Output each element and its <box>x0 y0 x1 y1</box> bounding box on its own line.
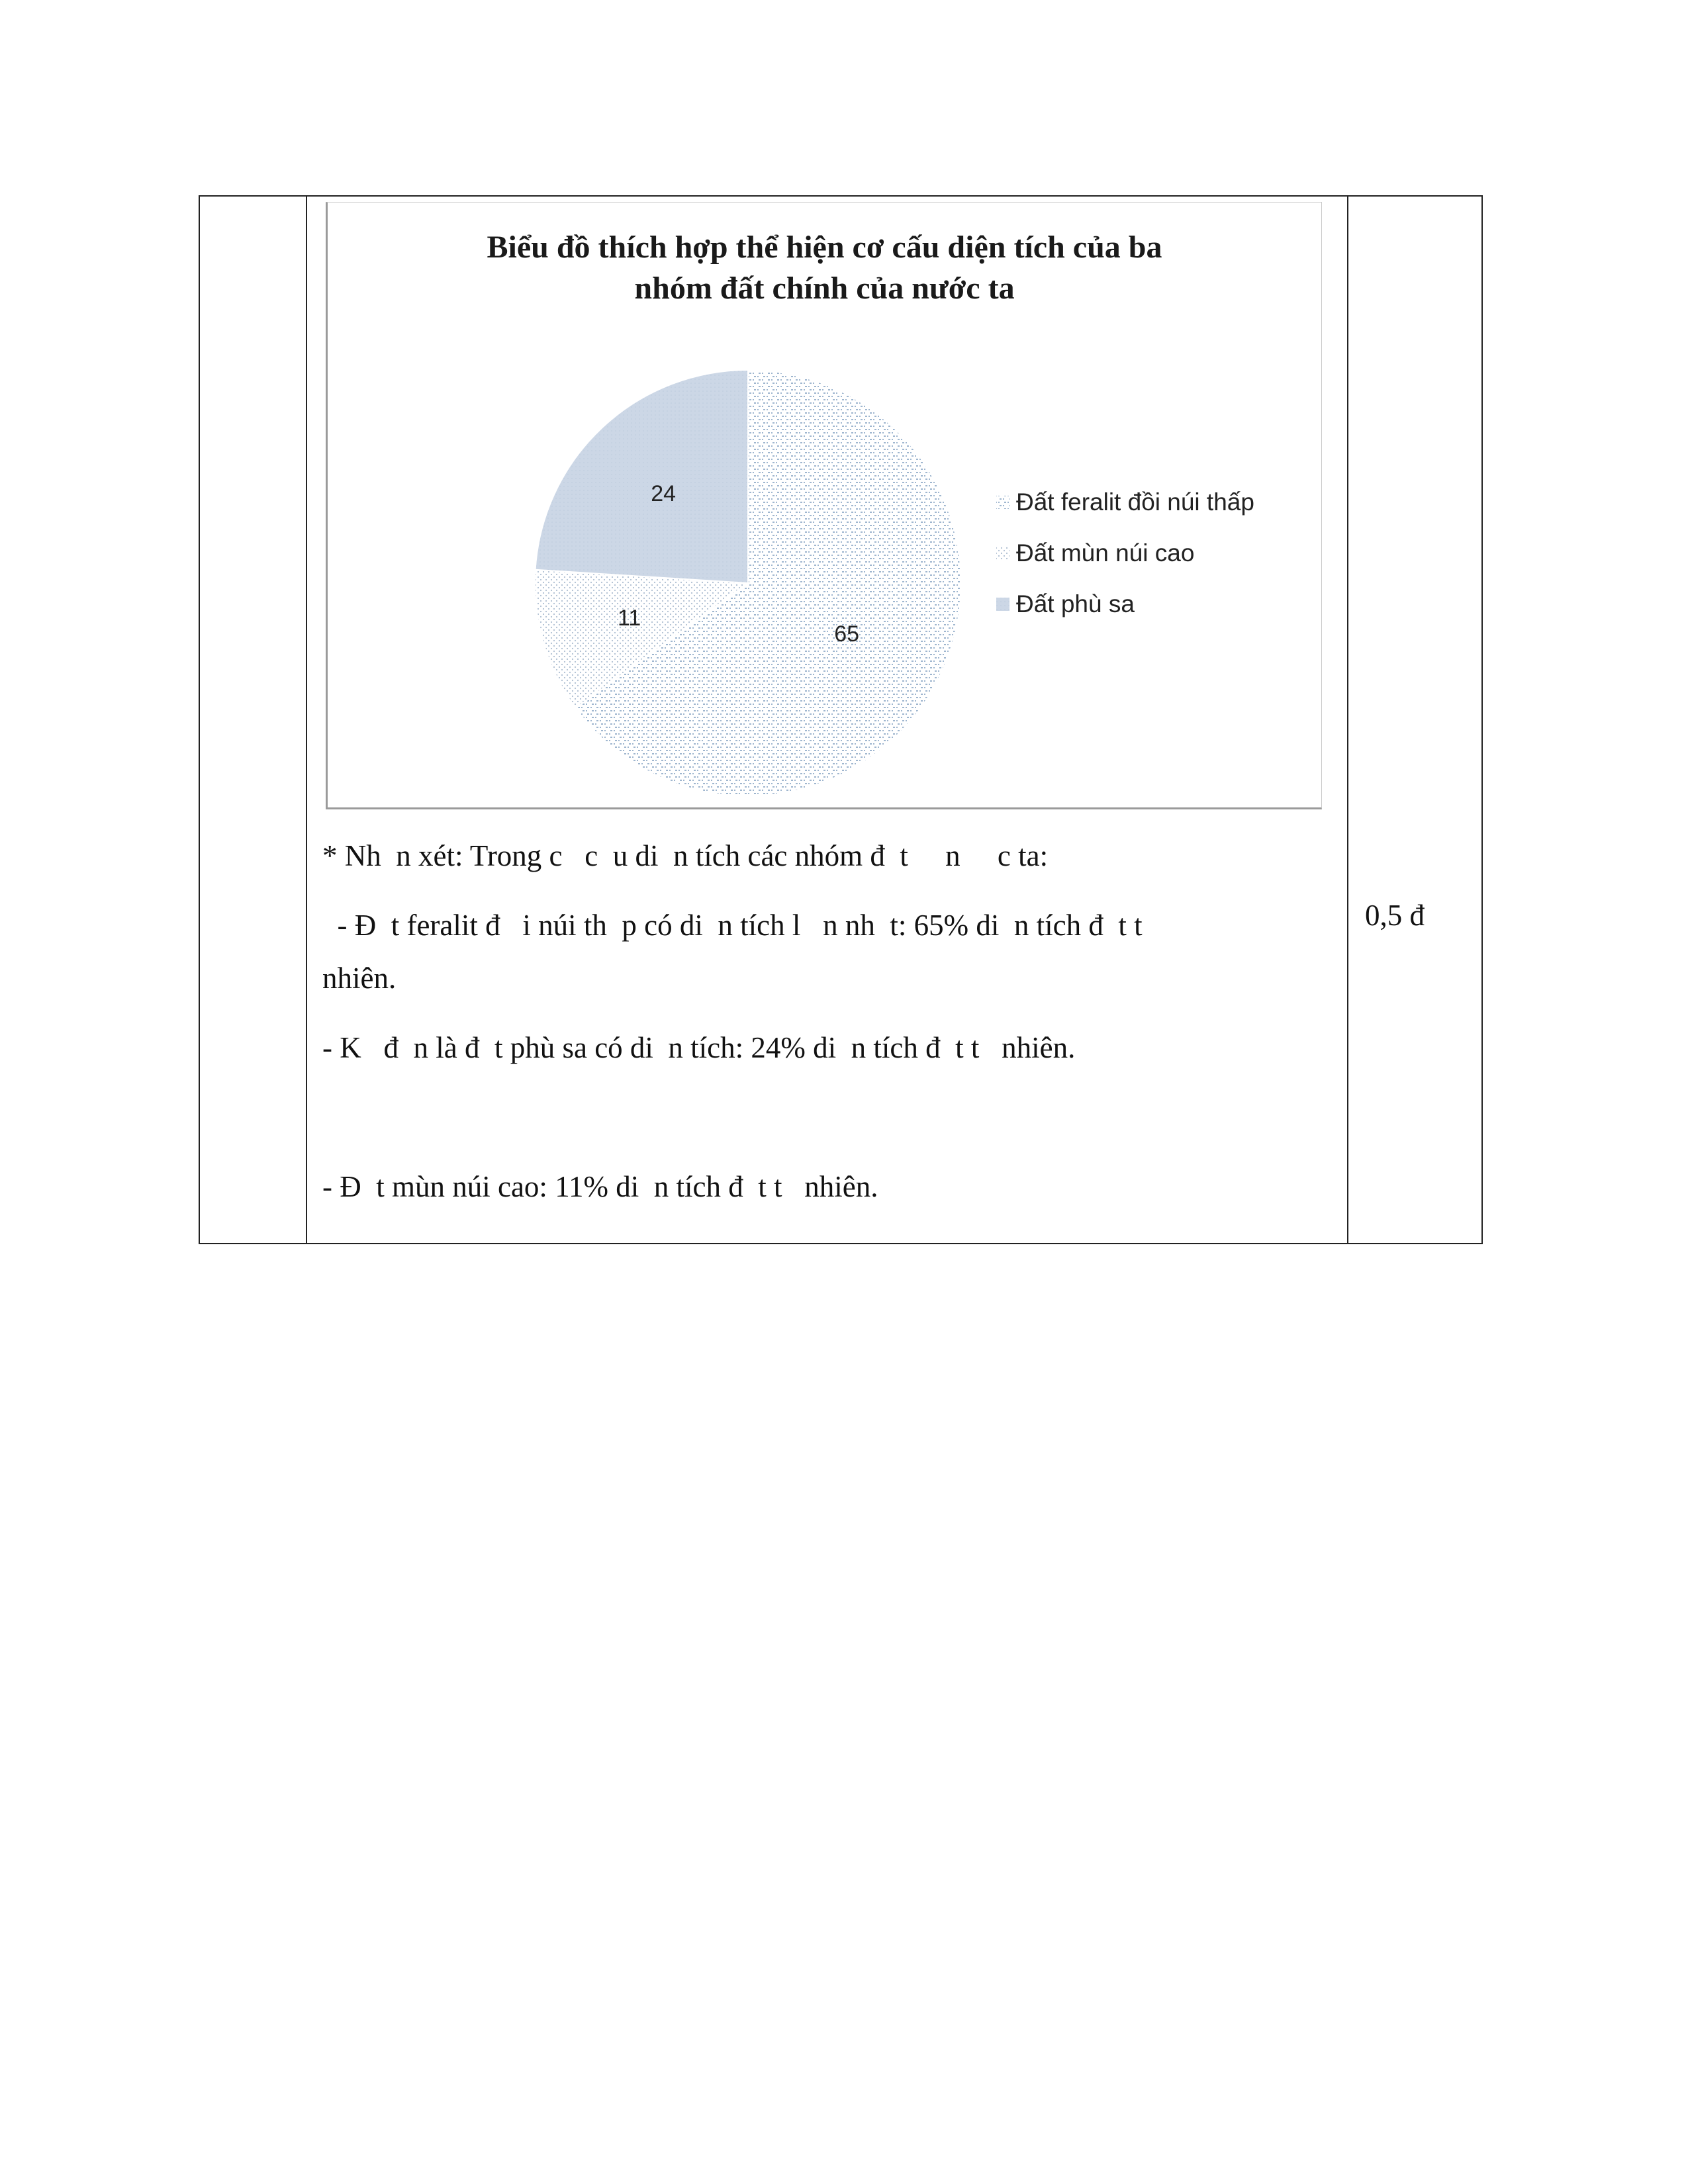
column-divider <box>1347 197 1348 1243</box>
column-divider <box>306 197 307 1243</box>
comment-mun: - Đ t mùn núi cao: 11% di n tích đ t t nhiên. <box>322 1170 878 1203</box>
pie-slice-phusa <box>536 370 748 583</box>
pie-slices <box>535 370 961 796</box>
answer-table <box>199 195 1483 1244</box>
comment-phusa: - K đ n là đ t phù sa có di n tích: 24% di n tích đ t t nhiên. <box>322 1031 1076 1064</box>
pie-slice-label: 65 <box>834 621 860 647</box>
chart-legend <box>996 488 1254 617</box>
legend-label: Đất feralit đồi núi thấp <box>1016 488 1254 516</box>
pie-slice-label: 24 <box>651 480 677 506</box>
chart-title-line-2: nhóm đất chính của nước ta <box>634 271 1015 306</box>
legend-swatch-phusa <box>996 598 1009 611</box>
legend-label: Đất phù sa <box>1016 590 1135 617</box>
legend-swatch-feralit <box>996 496 1009 509</box>
legend-swatch-mun <box>996 547 1009 560</box>
comment-feralit-cont: nhiên. <box>322 962 397 995</box>
pie-slice-label: 11 <box>618 606 641 631</box>
comment-feralit: - Đ t feralit đ i núi th p có di n tích l n nh t: 65% di n tích đ t t <box>322 909 1143 942</box>
pie-chart-svg <box>328 203 1321 806</box>
score-value: 0,5 đ <box>1365 899 1425 932</box>
legend-label: Đất mùn núi cao <box>1016 539 1195 567</box>
chart-title-line-1: Biểu đồ thích hợp thể hiện cơ cấu diện tích của ba <box>487 230 1162 265</box>
pie-chart <box>326 202 1322 809</box>
comment-heading: * Nh n xét: Trong c c u di n tích các nhóm đ t n c ta: <box>322 839 1049 872</box>
